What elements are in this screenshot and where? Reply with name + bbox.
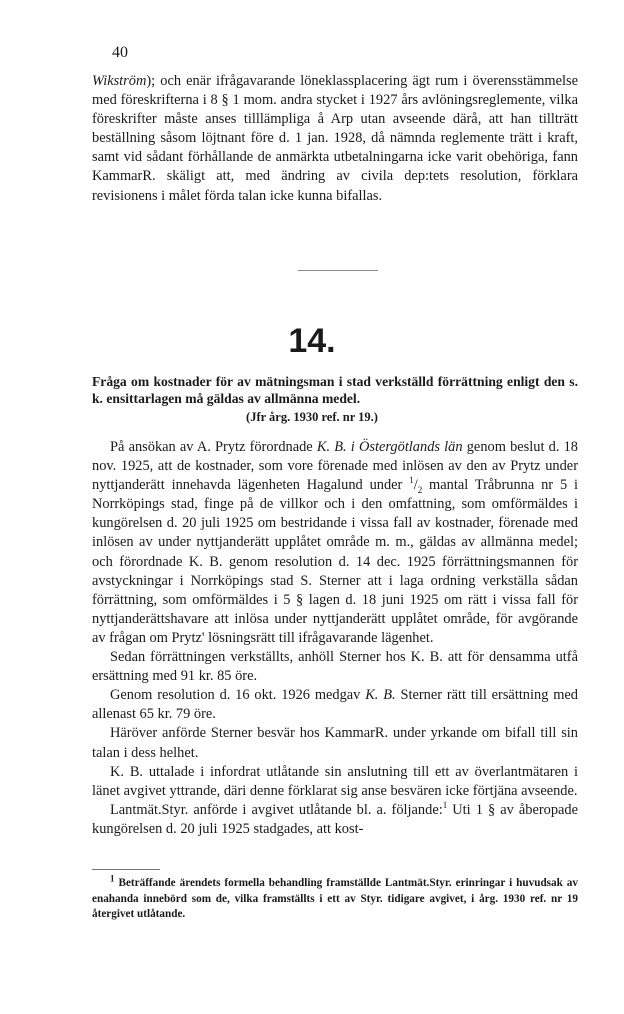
paragraph-5: K. B. uttalade i infordrat utlåtande sin anslutning till ett av överlantmätaren i länet avgivet yttrande, däri denne förklarat sig anse besvären icke förtjäna avseende. [92, 763, 578, 799]
paragraph-6-part-2: Uti 1 § av åberopade kungörelsen d. 20 juli 1925 stadgades, att kost- [92, 801, 578, 837]
footnote-reference: 1 [442, 799, 448, 810]
section-divider [298, 270, 378, 271]
footnote [92, 873, 578, 923]
paragraph-3-italic: K. B. [365, 687, 396, 704]
paragraph-6-part-1: Lantmät.Styr. anförde i avgivet utlåtande bl. a. följande: [110, 801, 443, 818]
paragraph-3-part-2: Sterner rätt till ersättning med allenast 65 kr. 79 öre. [92, 687, 578, 723]
paragraph-1-part-1: På ansökan av A. Prytz förordnade [110, 439, 317, 455]
paragraph-6 [92, 801, 578, 839]
paragraph-2: Sedan förrättningen verkställts, anhöll Sterner hos K. B. att för densamma utfå ersättning med 91 kr. 85 öre. [92, 649, 578, 685]
paragraph-4: Häröver anförde Sterner besvär hos KammarR. under yrkande om bifall till sin talan i dess helhet. [92, 725, 578, 761]
section-heading: Fråga om kostnader för av mätningsman i stad verkställd förrättning enligt den s. k. ensittarlagen må gäldas av allmänna medel. [92, 374, 578, 406]
paragraph-1-part-2: genom beslut d. 18 nov. 1925, att de kostnader, som vore förenade med inlösen av den av Prytz under nyttjanderätt innehavda lägenheten Hagalund under [92, 439, 578, 494]
paragraph-1-part-3: mantal Tråbrunna nr 5 i Norrköpings stad, finge på de villkor och i den omfattning, som omförmäldes i kungörelsen d. 20 juli 1925 om bestridande i vissa fall av kostnader, förenade med inlösen av under nyttjanderätt upplåtet område m. m., gäldas av allmänna medel; och förordnade K. B. genom resolution d. 14 dec. 1925 förrättningsmannen för avstyckningar i Norrköpings stad S. Sterner att i laga ordning verkställa sådan förrättning, som omförmäldes i 5 § lagen d. 18 juni 1925 om rätt i vissa fall för nyttjanderättshavare att inlösa under nyttjanderätt upplåtet område, för avgörande av frågan om Prytz' lösningsrätt till ifrågavarande lägenhet. [92, 477, 579, 646]
paragraph-3 [92, 686, 578, 724]
footnote-marker: 1 [110, 873, 115, 884]
footnote-rule [92, 869, 160, 870]
section-reference: (Jfr årg. 1930 ref. nr 19.) [246, 410, 378, 424]
fraction-numerator: 1 [409, 475, 414, 486]
intro-italic-lead: Wikström [92, 73, 147, 89]
footnote-text: Beträffande ärendets formella behandling framställde Lantmät.Styr. erinringar i huvudsak av enahanda innebörd som de, vilka framställts i ett av Styr. tidigare avgivet, i årg. 1930 ref. nr 19 återgivet utlåtande. [92, 877, 578, 921]
intro-paragraph [92, 72, 578, 206]
paragraph-1-italic: K. B. i Östergötlands län [316, 439, 463, 455]
main-text [92, 438, 578, 839]
paragraph-1: På ansökan av A. Prytz förordnade K. B. i Östergötlands län genom beslut d. 18 nov. 1925, att de kostnader, som vore förenade med inlösen av den av Prytz under nyttjanderätt innehavda lägenheten Hagalund under $^1/_2$ mantal Tråbrunna nr 5 i Norrköpings stad, finge på de villkor och i den omfattning, som omförmäldes i kungörelsen d. 20 juli 1925 om bestridande i vissa fall av kostnader, förenade med inlösen av under nyttjanderätt upplåtet område m. m., gäldas av allmänna medel; och förordnade K. B. genom resolution d. 14 dec. 1925 förrättningsmannen för avstyckningar i Norrköpings stad S. Sterner att i laga ordning verkställa sådan förrättning, som omförmäldes i 5 § lagen d. 18 juni 1925 om rätt i vissa fall för nyttjanderättshavare att inlösa under nyttjanderätt upplåtet område, för avgörande av frågan om Prytz' lösningsrätt till ifrågavarande lägenhet. [92, 439, 579, 646]
paragraph-3-part-1: Genom resolution d. 16 okt. 1926 medgav [110, 687, 366, 704]
section-number: 14. [288, 322, 336, 360]
page-number: 40 [112, 44, 128, 61]
fraction-denominator: 2 [417, 485, 423, 496]
intro-text: ); och enär ifrågavarande löneklassplacering ägt rum i överensstämmelse med föreskrifterna i 8 § 1 mom. andra stycket i 1927 års avlöningsreglemente, vilka föreskrifter måste anses tilllämpliga å Arp utan avseende därå, att han tillträtt beställning såsom löjtnant före d. 1 jan. 1928, då nämnda reglemente trätt i kraft, samt vid sådant förhållande de anmärkta utbetalningarna icke varit obehöriga, fann KammarR. skäligt att, med ändring av civila dep:tets resolution, förklara revisionens i målet förda talan icke kunna bifallas. [92, 73, 578, 204]
